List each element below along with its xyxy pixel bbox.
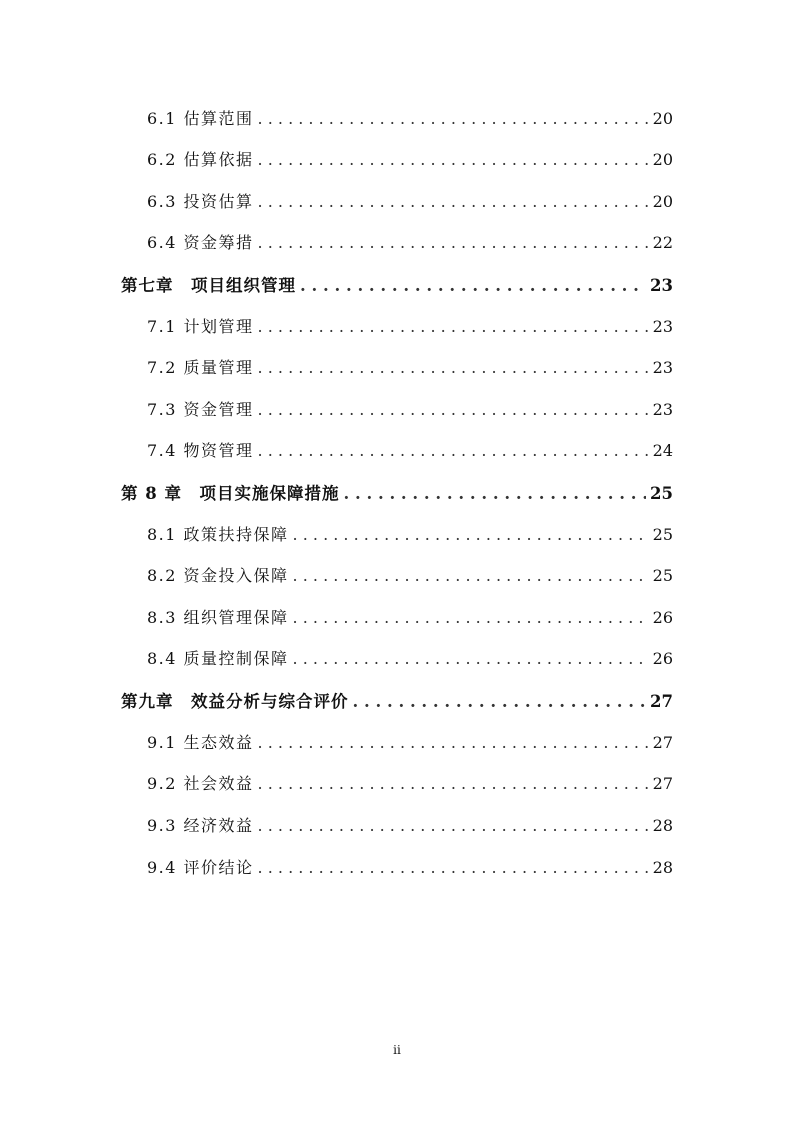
toc-leader [258, 150, 649, 169]
toc-entry-page: 20 [652, 192, 673, 211]
toc-entry-label: 6.1 估算范围 [147, 109, 254, 128]
toc-leader [258, 400, 649, 419]
toc-chapter-label: 第九章 效益分析与综合评价 [121, 692, 349, 711]
toc-entry-label: 7.2 质量管理 [147, 358, 254, 377]
toc-leader [258, 441, 649, 460]
toc-entry-label: 7.3 资金管理 [147, 400, 254, 419]
toc-leader [258, 233, 649, 252]
toc-entry-label: 6.3 投资估算 [147, 192, 254, 211]
toc-leader [300, 276, 646, 295]
toc-entry[interactable] [147, 771, 673, 795]
toc-entry-page: 23 [652, 358, 673, 377]
toc-chapter-label: 第七章 项目组织管理 [121, 276, 296, 295]
toc-entry[interactable] [147, 230, 673, 254]
toc-entry-page: 22 [652, 233, 673, 252]
toc-chapter-entry[interactable] [121, 480, 673, 504]
toc-entry[interactable] [147, 563, 673, 587]
toc-entry-label: 9.2 社会效益 [147, 774, 254, 793]
toc-leader [343, 484, 646, 503]
toc-entry-page: 28 [652, 858, 673, 877]
toc-entry-label: 6.2 估算依据 [147, 150, 254, 169]
toc-leader [258, 358, 649, 377]
toc-chapter-page: 27 [650, 692, 673, 711]
toc-entry[interactable] [147, 646, 673, 670]
toc-entry[interactable] [147, 397, 673, 421]
toc-entry-label: 7.4 物资管理 [147, 441, 254, 460]
toc-entry-page: 26 [652, 608, 673, 627]
toc-entry[interactable] [147, 106, 673, 130]
toc-entry[interactable] [147, 730, 673, 754]
toc-leader [293, 608, 649, 627]
toc-entry-page: 23 [652, 317, 673, 336]
toc-entry-label: 9.3 经济效益 [147, 816, 254, 835]
toc-entry-page: 27 [652, 774, 673, 793]
toc-leader [258, 192, 649, 211]
toc-leader [353, 692, 647, 711]
toc-entry[interactable] [147, 189, 673, 213]
toc-leader [258, 774, 649, 793]
toc-entry[interactable] [147, 813, 673, 837]
toc-entry-page: 20 [652, 109, 673, 128]
toc-leader [258, 109, 649, 128]
toc-chapter-entry[interactable] [121, 688, 673, 712]
toc-entry-label: 8.1 政策扶持保障 [147, 525, 289, 544]
toc-entry-label: 8.3 组织管理保障 [147, 608, 289, 627]
toc-entry-page: 24 [652, 441, 673, 460]
toc-entry-label: 8.4 质量控制保障 [147, 649, 289, 668]
toc-entry[interactable] [147, 605, 673, 629]
toc-entry-page: 27 [652, 733, 673, 752]
toc-entry-page: 23 [652, 400, 673, 419]
toc-chapter-entry[interactable] [121, 272, 673, 296]
toc-chapter-page: 25 [650, 484, 673, 503]
toc-entry[interactable] [147, 314, 673, 338]
toc-leader [293, 525, 649, 544]
toc-leader [258, 317, 649, 336]
toc-chapter-label: 第 8 章 项目实施保障措施 [121, 484, 340, 503]
toc-entry-page: 25 [652, 566, 673, 585]
toc-entry-page: 20 [652, 150, 673, 169]
toc-entry-label: 9.4 评价结论 [147, 858, 254, 877]
toc-entry-label: 8.2 资金投入保障 [147, 566, 289, 585]
toc-leader [258, 733, 649, 752]
toc-entry[interactable] [147, 522, 673, 546]
toc-leader [293, 649, 649, 668]
toc-entry-label: 9.1 生态效益 [147, 733, 254, 752]
toc-entry-label: 6.4 资金筹措 [147, 233, 254, 252]
toc-entry-label: 7.1 计划管理 [147, 317, 254, 336]
toc-entry[interactable] [147, 147, 673, 171]
toc-entry[interactable] [147, 355, 673, 379]
toc-leader [258, 816, 649, 835]
toc-leader [258, 858, 649, 877]
toc-entry-page: 25 [652, 525, 673, 544]
toc-entry-page: 26 [652, 649, 673, 668]
toc-entry-page: 28 [652, 816, 673, 835]
toc-entry[interactable] [147, 438, 673, 462]
toc-leader [293, 566, 649, 585]
toc-chapter-page: 23 [650, 276, 673, 295]
toc-entry[interactable] [147, 855, 673, 879]
page-number: ii [393, 1043, 401, 1057]
